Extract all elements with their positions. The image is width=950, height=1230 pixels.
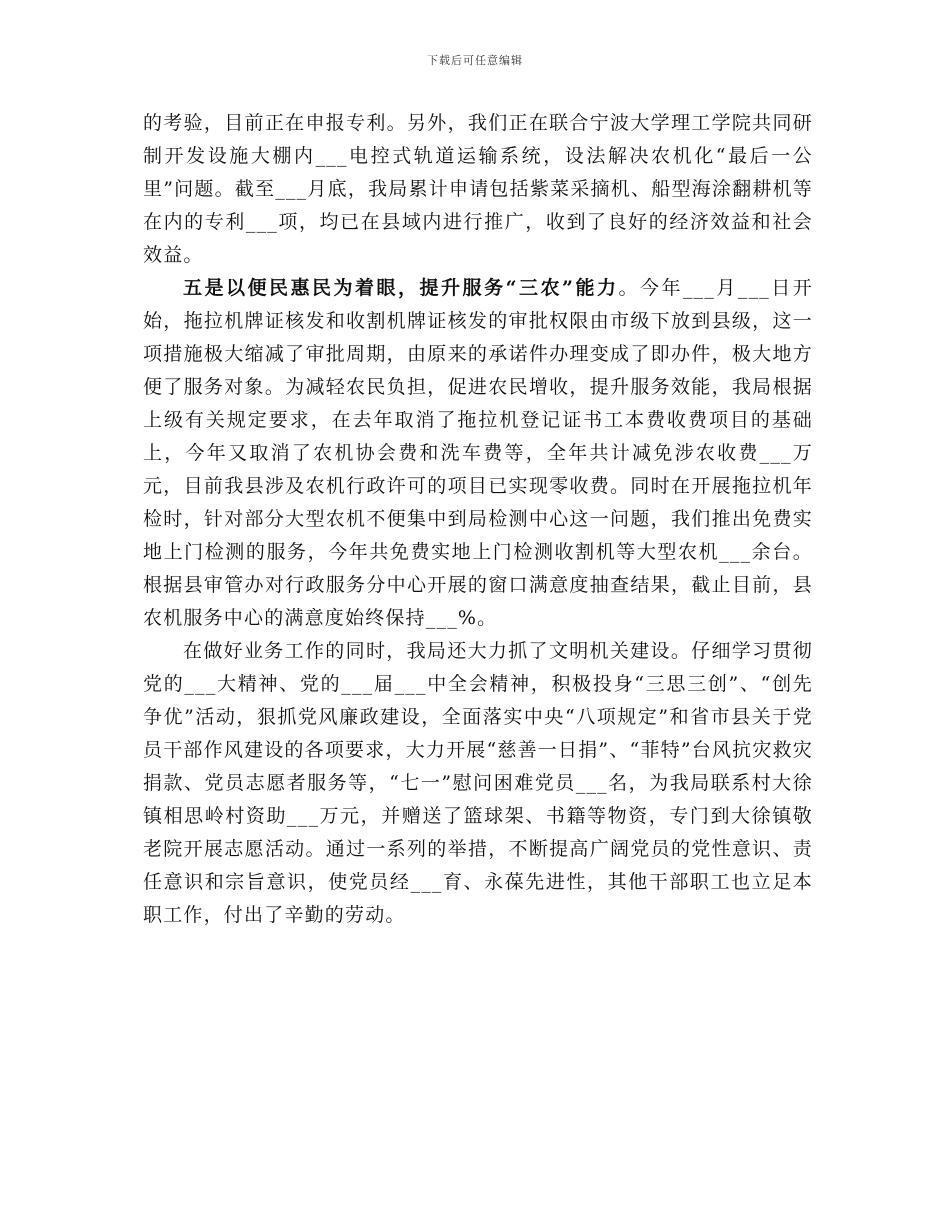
paragraph-continuation [143,107,813,272]
paragraph-text: 在做好业务工作的同时，我局还大力抓了文明机关建设。仔细学习贯彻党的___大精神、党的___届___中全会精神，积极投身“三思三创”、“创先争优”活动，狠抓党风廉政建设，全面落实中央“八项规定”和省市县关于党员干部作风建设的各项要求，大力开展“慈善一日捐”、“菲特”台风抗灾救灾捐款、党员志愿者服务等，“七一”慰问困难党员___名，为我局联系村大徐镇相思岭村资助___万元，并赠送了篮球架、书籍等物资，专门到大徐镇敬老院开展志愿活动。通过一系列的举措，不断提高广阔党员的党性意识、责任意识和宗旨意识，使党员经___育、永葆先进性，其他干部职工也立足本职工作，付出了辛勤的劳动。 [143,640,813,926]
paragraph-text: 的考验，目前正在申报专利。另外，我们正在联合宁波大学理工学院共同研制开发设施大棚内___电控式轨道运输系统，设法解决农机化“最后一公里”问题。截至___月底，我局累计申请包括紫菜采摘机、船型海涂翻耕机等在内的专利___项，均已在县域内进行推广，收到了良好的经济效益和社会效益。 [143,112,813,266]
paragraph-service [143,272,813,635]
paragraph-civilization [143,635,813,932]
paragraph-text: 。今年___月___日开始，拖拉机牌证核发和收割机牌证核发的审批权限由市级下放到县级，这一项措施极大缩减了审批周期，由原来的承诺件办理变成了即办件，极大地方便了服务对象。为减轻农民负担，促进农民增收，提升服务效能，我局根据上级有关规定要求，在去年取消了拖拉机登记证书工本费收费项目的基础上，今年又取消了农机协会费和洗车费等，全年共计减免涉农收费___万元，目前我县涉及农机行政许可的项目已实现零收费。同时在开展拖拉机年检时，针对部分大型农机不便集中到局检测中心这一问题，我们推出免费实地上门检测的服务，今年共免费实地上门检测收割机等大型农机___余台。根据县审管办对行政服务分中心开展的窗口满意度抽查结果，截止目前，县农机服务中心的满意度始终保持___%。 [143,277,814,629]
document-body [143,107,813,932]
page-header: 下载后可任意编辑 [427,54,523,67]
paragraph-lead-heading: 五是以便民惠民为着眼，提升服务“三农”能力 [183,277,619,299]
